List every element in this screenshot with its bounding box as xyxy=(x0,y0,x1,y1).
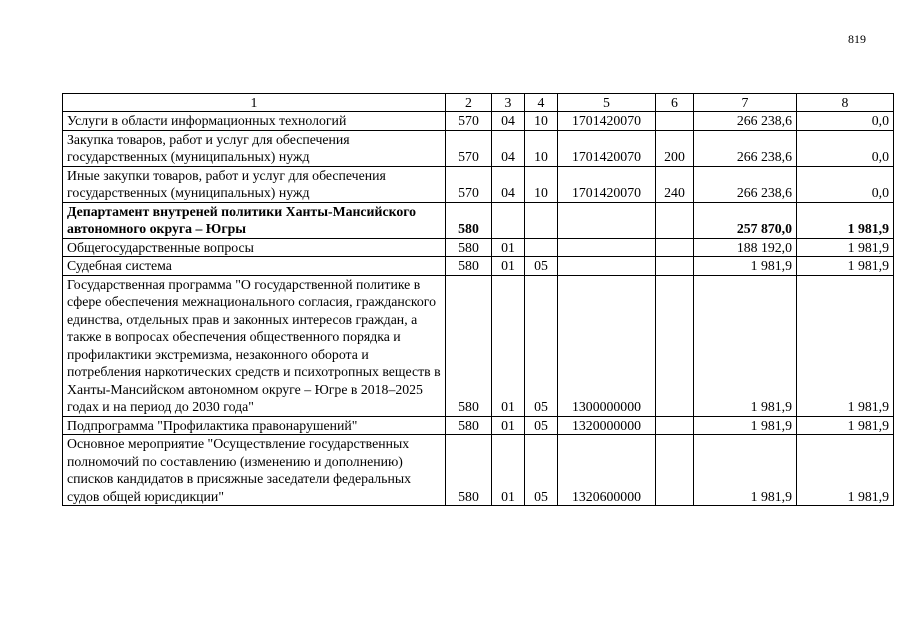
section-code-cell: 01 xyxy=(492,416,525,435)
amount-cell: 257 870,0 xyxy=(694,202,797,238)
section-code-cell: 01 xyxy=(492,257,525,276)
row-name-cell: Государственная программа "О государственной политике в сфере обеспечения межнационального согласия, гражданского единства, отдельных прав и законных интересов граждан, а также в вопросах обеспечения общественного порядка и профилактики экстремизма, незаконного оборота и потребления наркотических средств и психотропных веществ в Ханты-Мансийском автономном округе – Югре в 2018–2025 годах и на период до 2030 года" xyxy=(63,275,446,416)
subvention-amount-cell: 0,0 xyxy=(797,130,894,166)
amount-cell: 266 238,6 xyxy=(694,112,797,131)
amount-cell: 1 981,9 xyxy=(694,435,797,506)
subvention-amount-cell: 1 981,9 xyxy=(797,202,894,238)
row-name-cell: Иные закупки товаров, работ и услуг для обеспечения государственных (муниципальных) нужд xyxy=(63,166,446,202)
target-article-cell: 1320600000 xyxy=(558,435,656,506)
subsection-code-cell xyxy=(525,238,558,257)
admin-code-cell: 580 xyxy=(446,257,492,276)
subsection-code-cell: 10 xyxy=(525,130,558,166)
expense-type-cell xyxy=(656,238,694,257)
table-header-row xyxy=(63,94,894,112)
subvention-amount-cell: 0,0 xyxy=(797,166,894,202)
target-article-cell: 1300000000 xyxy=(558,275,656,416)
subsection-code-cell xyxy=(525,202,558,238)
column-header: 1 xyxy=(63,94,446,112)
budget-table xyxy=(62,93,894,506)
subsection-code-cell: 05 xyxy=(525,257,558,276)
target-article-cell xyxy=(558,202,656,238)
table-row xyxy=(63,202,894,238)
table-row xyxy=(63,130,894,166)
target-article-cell: 1701420070 xyxy=(558,166,656,202)
row-name-cell: Закупка товаров, работ и услуг для обеспечения государственных (муниципальных) нужд xyxy=(63,130,446,166)
expense-type-cell: 200 xyxy=(656,130,694,166)
section-code-cell: 04 xyxy=(492,166,525,202)
expense-type-cell xyxy=(656,202,694,238)
admin-code-cell: 570 xyxy=(446,112,492,131)
subsection-code-cell: 10 xyxy=(525,112,558,131)
column-header: 6 xyxy=(656,94,694,112)
subvention-amount-cell: 0,0 xyxy=(797,112,894,131)
amount-cell: 1 981,9 xyxy=(694,416,797,435)
row-name-cell: Общегосударственные вопросы xyxy=(63,238,446,257)
target-article-cell xyxy=(558,238,656,257)
subsection-code-cell: 10 xyxy=(525,166,558,202)
table-row xyxy=(63,435,894,506)
subsection-code-cell: 05 xyxy=(525,416,558,435)
target-article-cell xyxy=(558,257,656,276)
admin-code-cell: 580 xyxy=(446,435,492,506)
subsection-code-cell: 05 xyxy=(525,435,558,506)
target-article-cell: 1320000000 xyxy=(558,416,656,435)
expense-type-cell xyxy=(656,435,694,506)
section-code-cell: 01 xyxy=(492,275,525,416)
expense-type-cell: 240 xyxy=(656,166,694,202)
subvention-amount-cell: 1 981,9 xyxy=(797,257,894,276)
table-row xyxy=(63,238,894,257)
expense-type-cell xyxy=(656,257,694,276)
section-code-cell: 01 xyxy=(492,238,525,257)
column-header: 5 xyxy=(558,94,656,112)
amount-cell: 266 238,6 xyxy=(694,130,797,166)
expense-type-cell xyxy=(656,112,694,131)
page-number: 819 xyxy=(848,32,866,46)
section-code-cell: 04 xyxy=(492,112,525,131)
table-row xyxy=(63,257,894,276)
column-header: 7 xyxy=(694,94,797,112)
admin-code-cell: 580 xyxy=(446,202,492,238)
column-header: 4 xyxy=(525,94,558,112)
section-code-cell: 04 xyxy=(492,130,525,166)
target-article-cell: 1701420070 xyxy=(558,112,656,131)
column-header: 2 xyxy=(446,94,492,112)
row-name-cell: Подпрограмма "Профилактика правонарушений" xyxy=(63,416,446,435)
table-row xyxy=(63,275,894,416)
table-row xyxy=(63,166,894,202)
admin-code-cell: 580 xyxy=(446,275,492,416)
amount-cell: 1 981,9 xyxy=(694,257,797,276)
amount-cell: 188 192,0 xyxy=(694,238,797,257)
amount-cell: 266 238,6 xyxy=(694,166,797,202)
subsection-code-cell: 05 xyxy=(525,275,558,416)
subvention-amount-cell: 1 981,9 xyxy=(797,435,894,506)
row-name-cell: Судебная система xyxy=(63,257,446,276)
expense-type-cell xyxy=(656,416,694,435)
subvention-amount-cell: 1 981,9 xyxy=(797,416,894,435)
row-name-cell: Департамент внутреней политики Ханты-Мансийского автономного округа – Югры xyxy=(63,202,446,238)
admin-code-cell: 580 xyxy=(446,238,492,257)
row-name-cell: Услуги в области информационных технологий xyxy=(63,112,446,131)
admin-code-cell: 570 xyxy=(446,166,492,202)
table-row xyxy=(63,112,894,131)
section-code-cell xyxy=(492,202,525,238)
row-name-cell: Основное мероприятие "Осуществление государственных полномочий по составлению (изменению и дополнению) списков кандидатов в присяжные заседатели федеральных судов общей юрисдикции" xyxy=(63,435,446,506)
subvention-amount-cell: 1 981,9 xyxy=(797,275,894,416)
column-header: 3 xyxy=(492,94,525,112)
admin-code-cell: 580 xyxy=(446,416,492,435)
target-article-cell: 1701420070 xyxy=(558,130,656,166)
amount-cell: 1 981,9 xyxy=(694,275,797,416)
admin-code-cell: 570 xyxy=(446,130,492,166)
subvention-amount-cell: 1 981,9 xyxy=(797,238,894,257)
section-code-cell: 01 xyxy=(492,435,525,506)
expense-type-cell xyxy=(656,275,694,416)
column-header: 8 xyxy=(797,94,894,112)
table-row xyxy=(63,416,894,435)
